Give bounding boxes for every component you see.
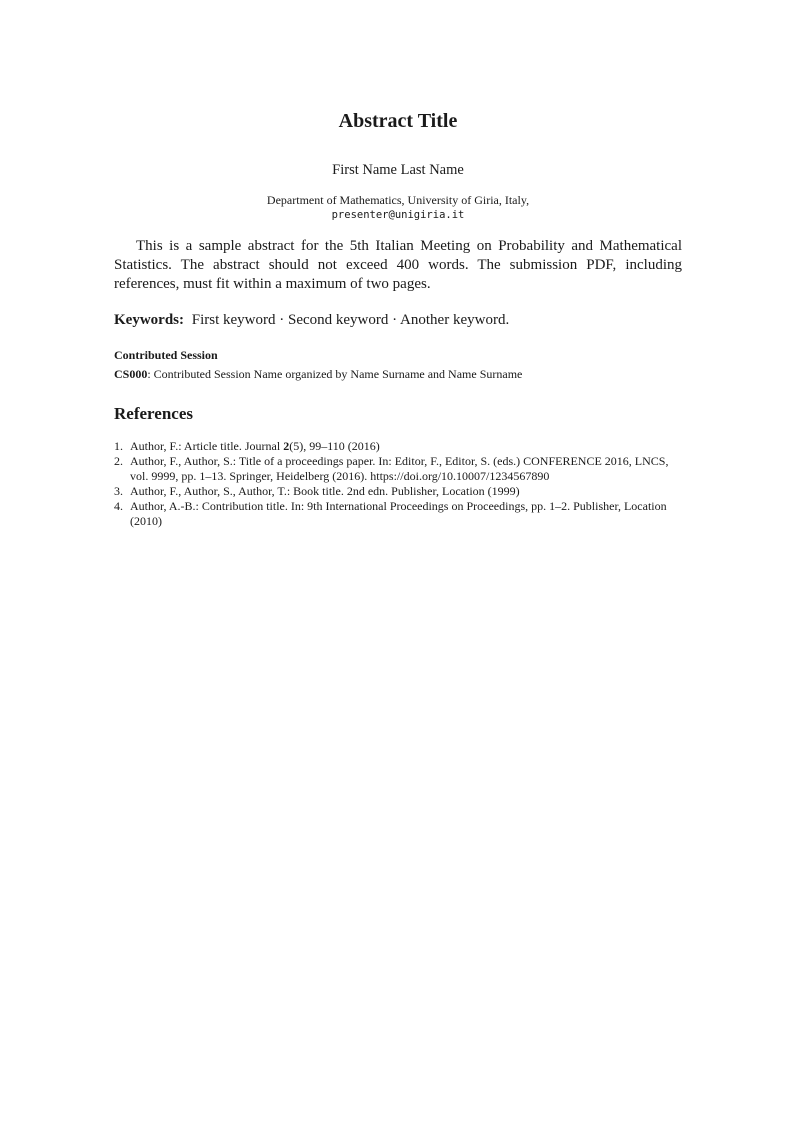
session-code: CS000 [114,367,148,381]
references-list [114,439,684,529]
reference-text: Author, F., Author, S., Author, T.: Book title. 2nd edn. Publisher, Location (1999) [130,484,520,498]
author-name: First Name Last Name [332,162,464,178]
affiliation [114,193,682,223]
keywords-label: Keywords: [114,312,184,328]
references-heading: References [114,404,193,423]
reference-number: 2. [114,454,123,468]
reference-text: Author, A.-B.: Contribution title. In: 9th International Proceedings on Proceedings, pp. 1–2. Publisher, Location (2010) [130,499,667,528]
reference-number: 3. [114,484,123,498]
author-email: presenter@unigiria.it [331,209,465,221]
reference-item [114,454,684,484]
reference-text-tail: (5), 99–110 (2016) [289,439,380,453]
session-heading: Contributed Session [114,348,218,362]
abstract-title: Abstract Title [338,110,458,132]
reference-volume: 2 [283,439,290,453]
reference-number: 1. [114,439,123,453]
reference-item [114,499,684,529]
abstract-body: This is a sample abstract for the 5th Italian Meeting on Probability and Mathematical Statistics. The abstract should not exceed 400 words. The submission PDF, including references, must fit within a maximum of two pages. [114,238,682,292]
reference-text: Author, F.: Article title. Journal [130,439,284,453]
reference-number: 4. [114,499,123,513]
keywords-text: First keyword · Second keyword · Another keyword. [191,312,510,328]
reference-item [114,439,684,454]
session-line [114,367,682,382]
reference-item [114,484,684,499]
affiliation-department: Department of Mathematics, University of Giria, Italy, [266,193,530,207]
keywords [114,311,682,330]
session-description: : Contributed Session Name organized by Name Surname and Name Surname [147,367,523,381]
reference-text: Author, F., Author, S.: Title of a proceedings paper. In: Editor, F., Editor, S. (eds.) CONFERENCE 2016, LNCS, vol. 9999, pp. 1–13. Springer, Heidelberg (2016). https://doi.org/10.10007/1234567890 [130,454,669,483]
